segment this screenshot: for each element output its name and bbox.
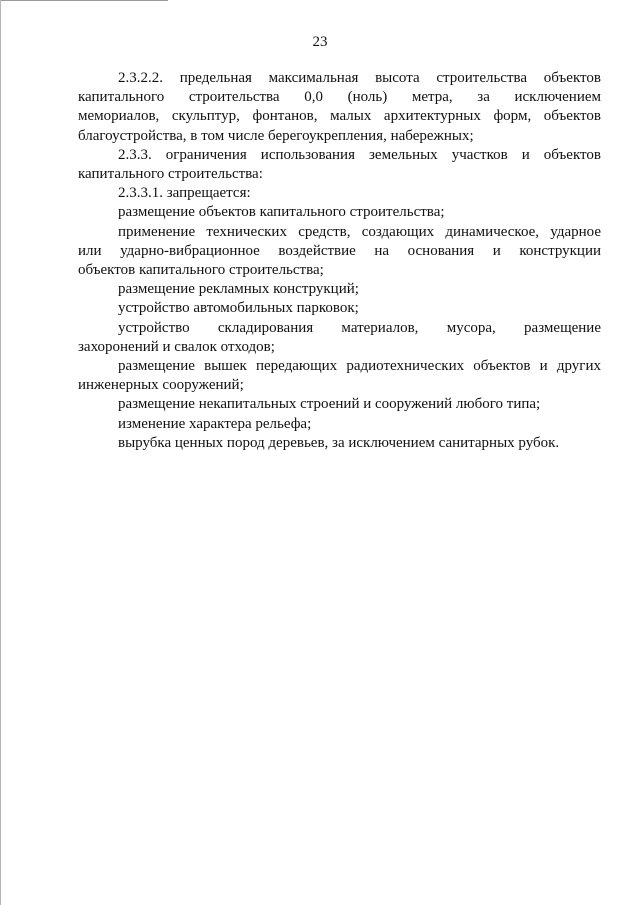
list-item-advertising [78, 280, 601, 299]
text-line: благоустройства, в том числе берегоукрепления, набережных; [78, 127, 474, 144]
page-left-edge [0, 0, 1, 905]
text-line: устройство складирования материалов, мусора, размещение [118, 319, 601, 336]
page-number: 23 [312, 34, 328, 50]
text-line: размещение объектов капитального строительства; [118, 204, 445, 221]
text-line: капитального строительства 0,0 (ноль) метра, за исключением [78, 89, 601, 106]
text-line: объектов капитального строительства; [78, 262, 324, 279]
list-item-non-capital-structures [78, 395, 601, 414]
document-body [78, 69, 601, 453]
text-line: применение технических средств, создающих динамическое, ударное [118, 223, 601, 240]
list-item-relief [78, 415, 601, 434]
list-item-storage [78, 319, 601, 357]
paragraph-2-3-3 [78, 146, 601, 184]
text-line: 2.3.2.2. предельная максимальная высота строительства объектов [118, 70, 601, 86]
list-item-technical-means [78, 223, 601, 281]
text-line: мемориалов, скульптур, фонтанов, малых архитектурных форм, объектов [78, 108, 601, 125]
text-line: вырубка ценных пород деревьев, за исключением санитарных рубок. [118, 434, 560, 451]
text-line: захоронений и свалок отходов; [78, 338, 275, 355]
text-line: размещение вышек передающих радиотехнических объектов и других [118, 358, 601, 375]
text-line: или ударно-вибрационное воздействие на основания и конструкции [78, 242, 601, 259]
text-line: изменение характера рельефа; [118, 415, 312, 432]
paragraph-2-3-2-2 [78, 69, 601, 146]
text-line: 2.3.3.1. запрещается: [118, 185, 251, 202]
paragraph-2-3-3-1 [78, 184, 601, 203]
text-line: инженерных сооружений; [78, 377, 244, 394]
text-line: размещение некапитальных строений и сооружений любого типа; [118, 396, 541, 413]
text-line: капитального строительства: [78, 166, 263, 183]
list-item-tree-cutting [78, 434, 601, 453]
list-item-capital-construction [78, 203, 601, 222]
list-item-parking [78, 299, 601, 318]
page-top-edge [0, 0, 168, 1]
list-item-radio-towers [78, 357, 601, 395]
text-line: размещение рекламных конструкций; [118, 281, 359, 298]
text-line: 2.3.3. ограничения использования земельных участков и объектов [118, 146, 601, 163]
text-line: устройство автомобильных парковок; [118, 300, 359, 317]
